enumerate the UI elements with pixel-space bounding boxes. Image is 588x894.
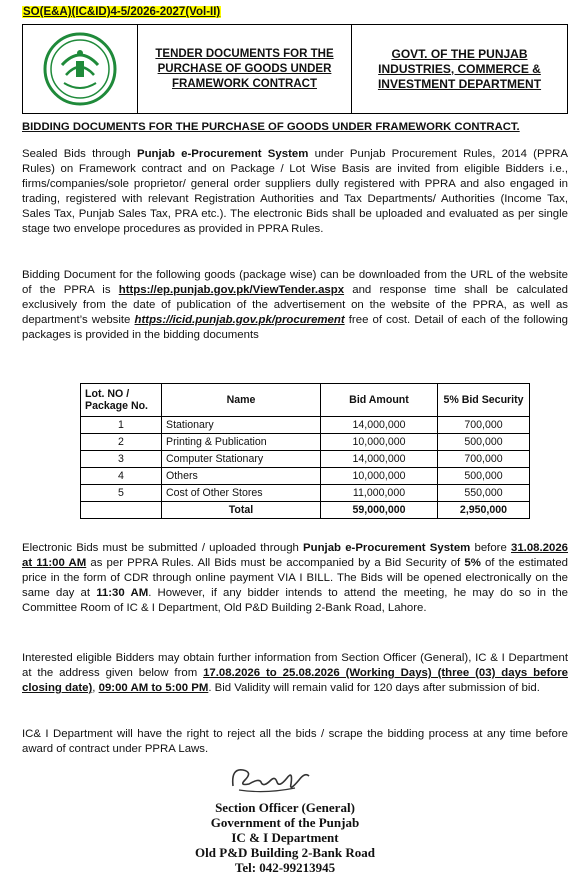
logo-cell	[23, 25, 138, 113]
intro-paragraph: Sealed Bids through Punjab e-Procurement System under Punjab Procurement Rules, 2014 (PPRA Rules) on Framework contract and on Package / Lot Wise Basis are invited from eligible Bidders i.e., firms/companies/sole proprietor/ general order suppliers dully registered with PPRA and also engaged in trading, registered with relevant Registration Authorities and Tax Departments/ Authorities (Income Tax, Sales Tax, Punjab Sales Tax, PRA etc.). The electronic Bids shall be uploaded and evaluated as per single stage two envelope procedures as provided in PPRA Rules.	[22, 148, 568, 235]
packages-table	[80, 383, 530, 519]
signatory-title: Section Officer (General)	[215, 800, 355, 815]
department-line-1: GOVT. OF THE PUNJAB	[391, 46, 528, 61]
department-heading-cell	[352, 25, 567, 113]
department-url-link[interactable]: https://icid.punjab.gov.pk/procurement	[134, 314, 345, 326]
reference-number: SO(E&A)(IC&ID)4-5/2026-2027(Vol-II)	[23, 6, 221, 18]
tender-heading-line-2: PURCHASE OF GOODS UNDER	[157, 62, 332, 75]
name-header: Name	[162, 384, 321, 417]
information-paragraph: Interested eligible Bidders may obtain further information from Section Officer (General), IC & I Department at the address given below from 17.08.2026 to 25.08.2026 (Working Days) (three (03) days before closing date), 09:00 AM to 5:00 PM. Bid Validity will remain valid for 120 days after submission of bid.	[22, 652, 568, 694]
submission-paragraph: Electronic Bids must be submitted / uploaded through Punjab e-Procurement System before 31.08.2026 at 11:00 AM as per PPRA Rules. All Bids must be accompanied by a Bid Security of 5% of the estimated price in the form of CDR through online payment VIA I BILL. The Bids will be opened electronically on the same day at 11:30 AM. However, if any bidder intends to attend the meeting, he may do so in the Committee Room of IC & I Department, Old P&D Building 2-Bank Road, Lahore.	[22, 542, 569, 614]
table-row: 3 Computer Stationary 14,000,000 700,000	[81, 451, 530, 468]
handwritten-signature	[225, 760, 315, 801]
table-row: 2 Printing & Publication 10,000,000 500,000	[81, 434, 530, 451]
signatory-department: IC & I Department	[231, 830, 339, 845]
letterhead	[22, 24, 568, 114]
lot-header: Lot. NO / Package No.	[81, 384, 162, 417]
tender-heading-line-3: FRAMEWORK CONTRACT	[171, 77, 317, 90]
signatory-government: Government of the Punjab	[210, 815, 360, 830]
table-row: 5 Cost of Other Stores 11,000,000 550,000	[81, 485, 530, 502]
security-header: 5% Bid Security	[438, 384, 530, 417]
tender-heading-cell	[138, 25, 352, 113]
rejection-paragraph: IC& I Department will have the right to reject all the bids / scrape the bidding process at any time before award of contract under PPRA Laws.	[22, 728, 568, 755]
table-row: 4 Others 10,000,000 500,000	[81, 468, 530, 485]
punjab-government-emblem-icon	[42, 31, 118, 107]
ppra-url-link[interactable]: https://ep.punjab.gov.pk/ViewTender.aspx	[118, 284, 345, 296]
department-line-3: INVESTMENT DEPARTMENT	[377, 76, 542, 91]
tender-heading-line-1: TENDER DOCUMENTS FOR THE	[155, 47, 334, 60]
amount-header: Bid Amount	[321, 384, 438, 417]
download-paragraph: Bidding Document for the following goods (package wise) can be downloaded from the URL of the website of the PPRA is https://ep.punjab.gov.pk/ViewTender.aspx and response time shall be calculated exclusively from the date of publication of the advertisement on the website of the PPRA, as well as department’s website https://icid.punjab.gov.pk/procurement free of cost. Detail of each of the following packages is provided in the bidding documents	[22, 269, 568, 341]
table-row: 1 Stationary 14,000,000 700,000	[81, 417, 530, 434]
table-header-row	[81, 384, 530, 417]
signature-block	[150, 800, 420, 875]
table-total-row: Total 59,000,000 2,950,000	[81, 502, 530, 519]
department-line-2: INDUSTRIES, COMMERCE &	[378, 61, 541, 76]
document-title: BIDDING DOCUMENTS FOR THE PURCHASE OF GOODS UNDER FRAMEWORK CONTRACT.	[22, 121, 520, 133]
signatory-address: Old P&D Building 2-Bank Road	[195, 845, 375, 860]
signatory-telephone: Tel: 042-99213945	[234, 860, 336, 875]
